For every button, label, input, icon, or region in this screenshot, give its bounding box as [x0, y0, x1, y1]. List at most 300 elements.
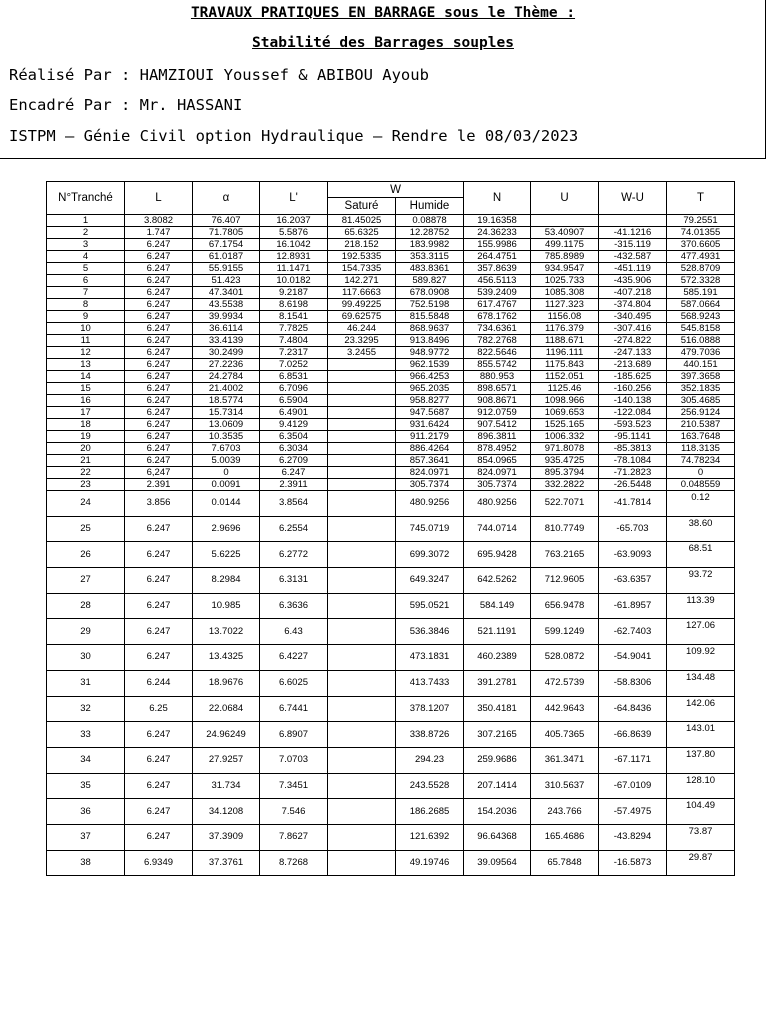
cell-U: 332.2822 [531, 479, 599, 491]
supervisor-line: Encadré Par : Mr. HASSANI [9, 96, 243, 114]
cell-L: 3.856 [125, 491, 193, 517]
cell-U: 53.40907 [531, 227, 599, 239]
table-row [47, 275, 735, 287]
cell-humide: 49.19746 [396, 850, 464, 876]
cell-humide: 353.3115 [396, 251, 464, 263]
table-row [47, 395, 735, 407]
table-row [47, 335, 735, 347]
cell-U: 1085.308 [531, 287, 599, 299]
cell-W-U: -61.8957 [599, 593, 667, 619]
cell-Lprime: 6.8907 [260, 722, 328, 748]
cell-W-U: -160.256 [599, 383, 667, 395]
cell-W-U: -16.5873 [599, 850, 667, 876]
cell-T: 305.4685 [667, 395, 735, 407]
cell-sature [328, 383, 396, 395]
cell-T: 0 [667, 467, 735, 479]
cell-sature [328, 747, 396, 773]
cell-alpha: 18.5774 [193, 395, 260, 407]
cell-alpha: 10.985 [193, 593, 260, 619]
cell-sature: 3.2455 [328, 347, 396, 359]
cell-W-U: -407.218 [599, 287, 667, 299]
cell-sature [328, 799, 396, 825]
cell-U: 499.1175 [531, 239, 599, 251]
cell-W-U: -41.7814 [599, 491, 667, 517]
cell-tranche: 34 [47, 747, 125, 773]
cell-humide: 121.6392 [396, 824, 464, 850]
cell-tranche: 25 [47, 516, 125, 542]
cell-N: 521.1191 [464, 619, 531, 645]
cell-tranche: 35 [47, 773, 125, 799]
cell-U: 243.766 [531, 799, 599, 825]
cell-Lprime: 6.247 [260, 467, 328, 479]
cell-sature [328, 491, 396, 517]
cell-alpha: 37.3761 [193, 850, 260, 876]
cell-N: 782.2768 [464, 335, 531, 347]
cell-alpha: 13.0609 [193, 419, 260, 431]
cell-Lprime: 7.2317 [260, 347, 328, 359]
table-row [47, 722, 735, 748]
cell-alpha: 13.7022 [193, 619, 260, 645]
cell-tranche: 31 [47, 670, 125, 696]
cell-T: 585.191 [667, 287, 735, 299]
cell-W-U: -71.2823 [599, 467, 667, 479]
table-row [47, 479, 735, 491]
cell-T: 572.3328 [667, 275, 735, 287]
cell-L: 6.247 [125, 455, 193, 467]
cell-Lprime: 6.2709 [260, 455, 328, 467]
cell-sature [328, 467, 396, 479]
cell-W-U: -451.119 [599, 263, 667, 275]
cell-T: 93.72 [667, 568, 735, 594]
cell-T: 0.048559 [667, 479, 735, 491]
cell-tranche: 36 [47, 799, 125, 825]
cell-sature [328, 455, 396, 467]
cell-Lprime: 6.3034 [260, 443, 328, 455]
table-row [47, 251, 735, 263]
cell-Lprime: 8.1541 [260, 311, 328, 323]
cell-humide: 699.3072 [396, 542, 464, 568]
cell-tranche: 20 [47, 443, 125, 455]
cell-U: 1525.165 [531, 419, 599, 431]
header-sature: Saturé [328, 198, 396, 215]
institution-line: ISTPM – Génie Civil option Hydraulique – Rendre le 08/03/2023 [9, 127, 579, 145]
cell-Lprime: 10.0182 [260, 275, 328, 287]
cell-U: 1025.733 [531, 275, 599, 287]
table-row [47, 311, 735, 323]
cell-L: 6.247 [125, 542, 193, 568]
cell-alpha: 34.1208 [193, 799, 260, 825]
cell-humide: 305.7374 [396, 479, 464, 491]
cell-Lprime: 6.7096 [260, 383, 328, 395]
cell-tranche: 38 [47, 850, 125, 876]
cell-U: 1098.966 [531, 395, 599, 407]
table-row [47, 542, 735, 568]
cell-W-U: -432.587 [599, 251, 667, 263]
cell-Lprime: 11.1471 [260, 263, 328, 275]
cell-L: 6.247 [125, 239, 193, 251]
cell-Lprime: 7.0703 [260, 747, 328, 773]
cell-T: 143.01 [667, 722, 735, 748]
cell-L: 3.8082 [125, 215, 193, 227]
cell-Lprime: 5.5876 [260, 227, 328, 239]
cell-W-U: -435.906 [599, 275, 667, 287]
cell-U: 785.8989 [531, 251, 599, 263]
cell-Lprime: 6.3636 [260, 593, 328, 619]
cell-humide: 962.1539 [396, 359, 464, 371]
cell-U: 971.8078 [531, 443, 599, 455]
cell-T: 477.4931 [667, 251, 735, 263]
cell-U: 1152.051 [531, 371, 599, 383]
cell-L: 6.25 [125, 696, 193, 722]
cell-U: 935.4725 [531, 455, 599, 467]
cell-alpha: 71.7805 [193, 227, 260, 239]
document-subtitle: Stabilité des Barrages souples [252, 35, 514, 51]
cell-L: 6.247 [125, 263, 193, 275]
cell-N: 908.8671 [464, 395, 531, 407]
cell-W-U: -65.703 [599, 516, 667, 542]
cell-U: 528.0872 [531, 645, 599, 671]
cell-L: 6.247 [125, 395, 193, 407]
cell-tranche: 7 [47, 287, 125, 299]
cell-L: 6.247 [125, 722, 193, 748]
cell-T: 29.87 [667, 850, 735, 876]
cell-N: 617.4767 [464, 299, 531, 311]
cell-Lprime: 6.43 [260, 619, 328, 645]
cell-N: 155.9986 [464, 239, 531, 251]
cell-humide: 824.0971 [396, 467, 464, 479]
cell-humide: 413.7433 [396, 670, 464, 696]
cell-N: 39.09564 [464, 850, 531, 876]
cell-T: 68.51 [667, 542, 735, 568]
cell-humide: 857.3641 [396, 455, 464, 467]
table-row [47, 431, 735, 443]
cell-humide: 183.9982 [396, 239, 464, 251]
cell-tranche: 5 [47, 263, 125, 275]
cell-humide: 243.5528 [396, 773, 464, 799]
cell-humide: 752.5198 [396, 299, 464, 311]
table-row [47, 419, 735, 431]
cell-Lprime: 7.546 [260, 799, 328, 825]
cell-T: 587.0664 [667, 299, 735, 311]
cell-tranche: 18 [47, 419, 125, 431]
cell-humide: 965.2035 [396, 383, 464, 395]
table-row [47, 799, 735, 825]
cell-Lprime: 16.2037 [260, 215, 328, 227]
cell-L: 6.247 [125, 323, 193, 335]
cell-W-U: -185.625 [599, 371, 667, 383]
cell-sature [328, 773, 396, 799]
cell-U: 810.7749 [531, 516, 599, 542]
cell-U: 361.3471 [531, 747, 599, 773]
cell-W-U: -43.8294 [599, 824, 667, 850]
header-N: N [464, 182, 531, 215]
cell-L: 6.247 [125, 747, 193, 773]
cell-sature [328, 722, 396, 748]
cell-U: 1176.379 [531, 323, 599, 335]
cell-W-U: -62.7403 [599, 619, 667, 645]
cell-T: 134.48 [667, 670, 735, 696]
cell-alpha: 37.3909 [193, 824, 260, 850]
cell-humide: 589.827 [396, 275, 464, 287]
cell-W-U: -63.9093 [599, 542, 667, 568]
cell-Lprime: 12.8931 [260, 251, 328, 263]
results-table [46, 181, 735, 876]
cell-tranche: 17 [47, 407, 125, 419]
cell-Lprime: 6.2772 [260, 542, 328, 568]
cell-tranche: 23 [47, 479, 125, 491]
cell-N: 24.36233 [464, 227, 531, 239]
cell-N: 907.5412 [464, 419, 531, 431]
cell-W-U: -247.133 [599, 347, 667, 359]
cell-T: 440.151 [667, 359, 735, 371]
header-W: W [328, 182, 464, 198]
cell-humide: 0.08878 [396, 215, 464, 227]
table-row [47, 371, 735, 383]
cell-sature [328, 619, 396, 645]
cell-N: 854.0965 [464, 455, 531, 467]
cell-L: 6.244 [125, 670, 193, 696]
cell-sature [328, 670, 396, 696]
cell-T: 109.92 [667, 645, 735, 671]
cell-T: 118.3135 [667, 443, 735, 455]
cell-T: 104.49 [667, 799, 735, 825]
cell-alpha: 61.0187 [193, 251, 260, 263]
cell-Lprime: 6.3131 [260, 568, 328, 594]
table-row [47, 696, 735, 722]
cell-N: 824.0971 [464, 467, 531, 479]
cell-L: 6.247 [125, 347, 193, 359]
cell-Lprime: 7.0252 [260, 359, 328, 371]
cell-T: 479.7036 [667, 347, 735, 359]
cell-tranche: 6 [47, 275, 125, 287]
cell-L: 6,247 [125, 467, 193, 479]
table-row [47, 593, 735, 619]
cell-humide: 815.5848 [396, 311, 464, 323]
results-table-wrapper [46, 181, 735, 876]
cell-tranche: 4 [47, 251, 125, 263]
cell-tranche: 11 [47, 335, 125, 347]
table-row [47, 516, 735, 542]
cell-alpha: 8.2984 [193, 568, 260, 594]
cell-humide: 473.1831 [396, 645, 464, 671]
header-W-U: W-U [599, 182, 667, 215]
cell-N: 734.6361 [464, 323, 531, 335]
cell-humide: 536.3846 [396, 619, 464, 645]
cell-W-U: -140.138 [599, 395, 667, 407]
cell-Lprime: 8.6198 [260, 299, 328, 311]
header-box [0, 0, 766, 159]
cell-N: 898.6571 [464, 383, 531, 395]
cell-T: 137.80 [667, 747, 735, 773]
cell-humide: 966.4253 [396, 371, 464, 383]
table-row [47, 619, 735, 645]
table-row [47, 323, 735, 335]
cell-U: 1156.08 [531, 311, 599, 323]
cell-alpha: 27.9257 [193, 747, 260, 773]
cell-N: 896.3811 [464, 431, 531, 443]
cell-sature [328, 593, 396, 619]
cell-T: 38.60 [667, 516, 735, 542]
table-row [47, 670, 735, 696]
table-row [47, 455, 735, 467]
cell-W-U: -67.0109 [599, 773, 667, 799]
cell-alpha: 67.1754 [193, 239, 260, 251]
cell-T: 142.06 [667, 696, 735, 722]
cell-L: 6.247 [125, 383, 193, 395]
cell-alpha: 7.6703 [193, 443, 260, 455]
cell-sature: 23.3295 [328, 335, 396, 347]
cell-T: 210.5387 [667, 419, 735, 431]
cell-sature: 192.5335 [328, 251, 396, 263]
cell-N: 456.5113 [464, 275, 531, 287]
cell-tranche: 21 [47, 455, 125, 467]
cell-W-U: -307.416 [599, 323, 667, 335]
cell-L: 6.247 [125, 443, 193, 455]
cell-humide: 294.23 [396, 747, 464, 773]
cell-Lprime: 6.4901 [260, 407, 328, 419]
cell-L: 6.247 [125, 799, 193, 825]
cell-sature [328, 542, 396, 568]
cell-T: 127.06 [667, 619, 735, 645]
cell-N: 878.4952 [464, 443, 531, 455]
cell-humide: 911.2179 [396, 431, 464, 443]
cell-N: 391.2781 [464, 670, 531, 696]
cell-U: 599.1249 [531, 619, 599, 645]
cell-L: 6.9349 [125, 850, 193, 876]
table-row [47, 747, 735, 773]
cell-W-U: -78.1084 [599, 455, 667, 467]
cell-sature [328, 824, 396, 850]
cell-N: 744.0714 [464, 516, 531, 542]
cell-T: 545.8158 [667, 323, 735, 335]
cell-humide: 678.0908 [396, 287, 464, 299]
cell-U: 1125.46 [531, 383, 599, 395]
cell-tranche: 33 [47, 722, 125, 748]
cell-alpha: 47.3401 [193, 287, 260, 299]
cell-humide: 931.6424 [396, 419, 464, 431]
cell-L: 6.247 [125, 335, 193, 347]
cell-U: 1188.671 [531, 335, 599, 347]
table-row [47, 568, 735, 594]
cell-L: 6.247 [125, 824, 193, 850]
cell-W-U: -63.6357 [599, 568, 667, 594]
cell-N: 695.9428 [464, 542, 531, 568]
cell-tranche: 14 [47, 371, 125, 383]
table-row [47, 824, 735, 850]
table-body [47, 215, 735, 876]
cell-W-U: -374.804 [599, 299, 667, 311]
table-row [47, 299, 735, 311]
cell-U [531, 215, 599, 227]
table-row [47, 850, 735, 876]
cell-N: 207.1414 [464, 773, 531, 799]
cell-sature [328, 407, 396, 419]
cell-Lprime: 9.4129 [260, 419, 328, 431]
cell-humide: 480.9256 [396, 491, 464, 517]
cell-tranche: 19 [47, 431, 125, 443]
cell-alpha: 24.96249 [193, 722, 260, 748]
cell-humide: 913.8496 [396, 335, 464, 347]
cell-T: 352.1835 [667, 383, 735, 395]
cell-alpha: 31.734 [193, 773, 260, 799]
cell-sature: 65.6325 [328, 227, 396, 239]
cell-W-U: -26.5448 [599, 479, 667, 491]
cell-tranche: 27 [47, 568, 125, 594]
cell-W-U: -64.8436 [599, 696, 667, 722]
cell-sature [328, 645, 396, 671]
cell-U: 310.5637 [531, 773, 599, 799]
cell-alpha: 5.6225 [193, 542, 260, 568]
header-tranche: N°Tranché [47, 182, 125, 215]
cell-W-U: -67.1171 [599, 747, 667, 773]
cell-T: 528.8709 [667, 263, 735, 275]
cell-L: 6.247 [125, 359, 193, 371]
cell-alpha: 24.2784 [193, 371, 260, 383]
cell-tranche: 1 [47, 215, 125, 227]
cell-N: 584.149 [464, 593, 531, 619]
cell-sature [328, 696, 396, 722]
cell-L: 6.247 [125, 593, 193, 619]
table-row [47, 407, 735, 419]
cell-T: 397.3658 [667, 371, 735, 383]
cell-T: 113.39 [667, 593, 735, 619]
cell-T: 74.78234 [667, 455, 735, 467]
cell-L: 6.247 [125, 407, 193, 419]
cell-Lprime: 6.8531 [260, 371, 328, 383]
cell-L: 6.247 [125, 619, 193, 645]
cell-humide: 338.8726 [396, 722, 464, 748]
cell-T: 516.0888 [667, 335, 735, 347]
cell-W-U: -66.8639 [599, 722, 667, 748]
cell-Lprime: 7.4804 [260, 335, 328, 347]
cell-L: 6.247 [125, 516, 193, 542]
cell-L: 1.747 [125, 227, 193, 239]
cell-L: 6.247 [125, 311, 193, 323]
cell-alpha: 36.6114 [193, 323, 260, 335]
cell-T: 79.2551 [667, 215, 735, 227]
cell-tranche: 15 [47, 383, 125, 395]
table-row [47, 645, 735, 671]
cell-Lprime: 9.2187 [260, 287, 328, 299]
cell-Lprime: 6.2554 [260, 516, 328, 542]
cell-T: 0.12 [667, 491, 735, 517]
cell-Lprime: 7.7825 [260, 323, 328, 335]
cell-N: 678.1762 [464, 311, 531, 323]
table-row [47, 227, 735, 239]
cell-sature: 99.49225 [328, 299, 396, 311]
table-row [47, 773, 735, 799]
table-row [47, 359, 735, 371]
header-alpha: α [193, 182, 260, 215]
cell-L: 2.391 [125, 479, 193, 491]
header-humide: Humide [396, 198, 464, 215]
cell-N: 642.5262 [464, 568, 531, 594]
table-row [47, 383, 735, 395]
cell-Lprime: 3.8564 [260, 491, 328, 517]
cell-T: 74.01355 [667, 227, 735, 239]
cell-Lprime: 6.7441 [260, 696, 328, 722]
cell-W-U: -315.119 [599, 239, 667, 251]
cell-Lprime: 6.4227 [260, 645, 328, 671]
cell-tranche: 29 [47, 619, 125, 645]
cell-W-U: -340.495 [599, 311, 667, 323]
cell-alpha: 76.407 [193, 215, 260, 227]
cell-U: 1196.111 [531, 347, 599, 359]
cell-L: 6.247 [125, 431, 193, 443]
cell-U: 1175.843 [531, 359, 599, 371]
cell-alpha: 39.9934 [193, 311, 260, 323]
cell-U: 165.4686 [531, 824, 599, 850]
